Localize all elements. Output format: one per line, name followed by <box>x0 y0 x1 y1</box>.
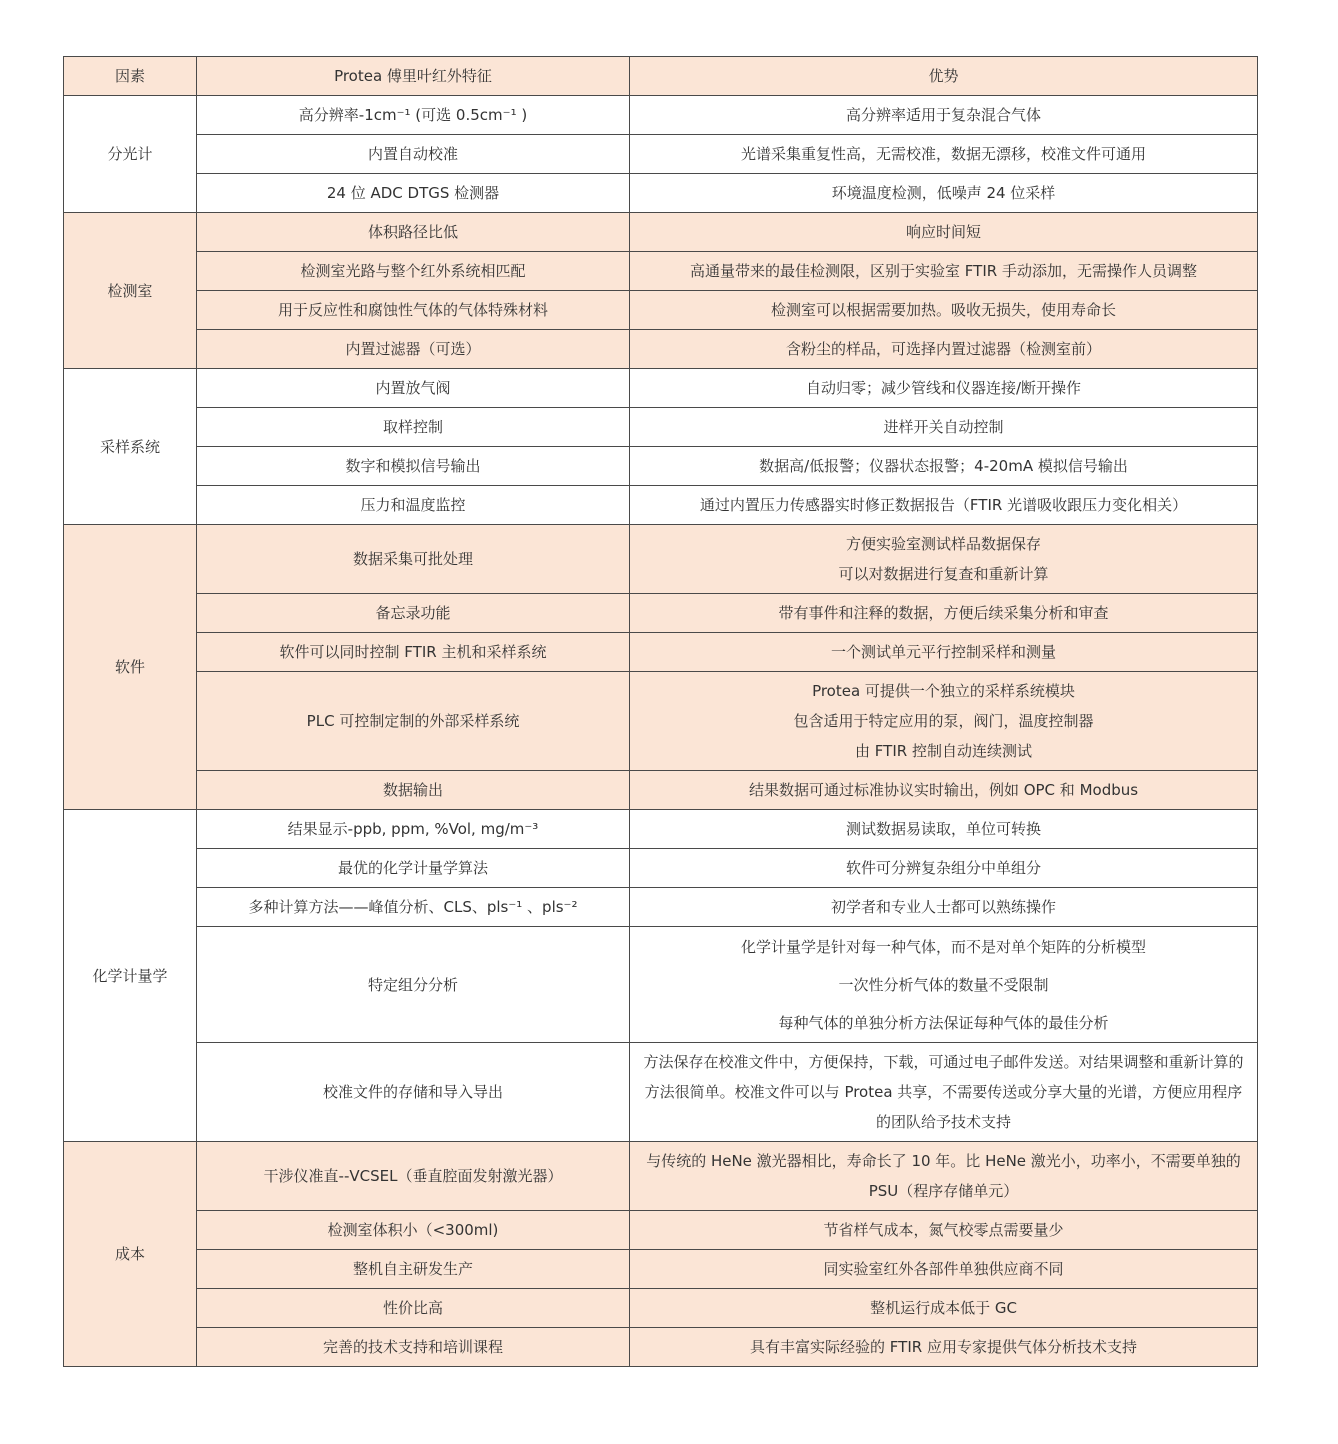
advantage-cell <box>630 1250 1258 1289</box>
advantage-cell <box>630 486 1258 525</box>
factor-cell: 检测室 <box>64 213 197 369</box>
advantage-line: 节省样气成本，氮气校零点需要量少 <box>823 1221 1064 1239</box>
advantage-cell <box>630 771 1258 810</box>
advantage-line: 检测室可以根据需要加热。吸收无损失，使用寿命长 <box>770 301 1116 319</box>
feature-cell: 数据输出 <box>197 771 630 810</box>
table-row <box>64 1211 1258 1250</box>
advantage-line: 软件可分辨复杂组分中单组分 <box>845 859 1041 877</box>
feature-cell: 完善的技术支持和培训课程 <box>197 1328 630 1367</box>
advantage-cell <box>630 633 1258 672</box>
table-row <box>64 1289 1258 1328</box>
feature-cell: 检测室光路与整个红外系统相匹配 <box>197 252 630 291</box>
factor-cell: 成本 <box>64 1142 197 1367</box>
table-row <box>64 1250 1258 1289</box>
table-row <box>64 633 1258 672</box>
table-row <box>64 291 1258 330</box>
table-row <box>64 252 1258 291</box>
advantage-line: 同实验室红外各部件单独供应商不同 <box>823 1260 1064 1278</box>
factor-cell: 软件 <box>64 525 197 810</box>
feature-cell: 最优的化学计量学算法 <box>197 849 630 888</box>
advantage-cell <box>630 174 1258 213</box>
feature-cell: 用于反应性和腐蚀性气体的气体特殊材料 <box>197 291 630 330</box>
table-row <box>64 135 1258 174</box>
advantage-cell <box>630 330 1258 369</box>
advantage-line: 高通量带来的最佳检测限，区别于实验室 FTIR 手动添加，无需操作人员调整 <box>690 262 1197 280</box>
advantage-line: 每种气体的单独分析方法保证每种气体的最佳分析 <box>778 1013 1109 1032</box>
feature-cell: 数字和模拟信号输出 <box>197 447 630 486</box>
feature-cell: 干涉仪准直--VCSEL（垂直腔面发射激光器） <box>197 1142 630 1211</box>
advantage-line: 方法保存在校准文件中，方便保持，下载，可通过电子邮件发送。对结果调整和重新计算的方法很简单。校准文件可以与 Protea 共享，不需要传送或分享大量的光谱，方便应用程序的团队给予技术支持 <box>643 1053 1244 1131</box>
advantage-line: 自动归零；减少管线和仪器连接/断开操作 <box>805 379 1082 397</box>
table-row <box>64 525 1258 594</box>
advantage-line: 环境温度检测，低噪声 24 位采样 <box>831 184 1056 202</box>
feature-cell: 整机自主研发生产 <box>197 1250 630 1289</box>
advantage-cell <box>630 1328 1258 1367</box>
advantage-line: 由 FTIR 控制自动连续测试 <box>855 742 1032 760</box>
advantage-cell <box>630 213 1258 252</box>
advantage-cell <box>630 369 1258 408</box>
table-row <box>64 810 1258 849</box>
advantage-line: Protea 可提供一个独立的采样系统模块 <box>812 682 1075 700</box>
table-row <box>64 447 1258 486</box>
feature-cell: 体积路径比低 <box>197 213 630 252</box>
table-row <box>64 672 1258 771</box>
advantage-line: 测试数据易读取，单位可转换 <box>845 820 1041 838</box>
table-row <box>64 1328 1258 1367</box>
advantage-line: 一个测试单元平行控制采样和测量 <box>830 643 1056 661</box>
feature-cell: 检测室体积小（<300ml) <box>197 1211 630 1250</box>
advantage-line: 化学计量学是针对每一种气体，而不是对单个矩阵的分析模型 <box>740 937 1146 956</box>
feature-cell: 内置自动校准 <box>197 135 630 174</box>
advantage-cell <box>630 408 1258 447</box>
feature-cell: 内置放气阀 <box>197 369 630 408</box>
feature-table <box>63 56 1258 1367</box>
advantage-line: 可以对数据进行复查和重新计算 <box>838 565 1049 583</box>
header-advantage: 优势 <box>630 57 1258 96</box>
advantage-cell <box>630 672 1258 771</box>
advantage-cell <box>630 594 1258 633</box>
table-row <box>64 174 1258 213</box>
table-row <box>64 771 1258 810</box>
advantage-line: 初学者和专业人士都可以熟练操作 <box>830 898 1056 916</box>
advantage-line: 具有丰富实际经验的 FTIR 应用专家提供气体分析技术支持 <box>750 1338 1137 1356</box>
table-row <box>64 888 1258 927</box>
advantage-line: 与传统的 HeNe 激光器相比，寿命长了 10 年。比 HeNe 激光小，功率小，不需要单独的 PSU（程序存储单元） <box>646 1152 1241 1200</box>
advantage-line: 结果数据可通过标准协议实时输出，例如 OPC 和 Modbus <box>748 781 1139 799</box>
feature-cell: 特定组分分析 <box>197 927 630 1043</box>
advantage-cell <box>630 1043 1258 1142</box>
advantage-cell <box>630 252 1258 291</box>
table-row <box>64 1142 1258 1211</box>
advantage-line: 高分辨率适用于复杂混合气体 <box>845 106 1041 124</box>
feature-cell: 结果显示-ppb, ppm, %Vol, mg/m⁻³ <box>197 810 630 849</box>
advantage-cell <box>630 1211 1258 1250</box>
factor-cell: 采样系统 <box>64 369 197 525</box>
advantage-cell <box>630 291 1258 330</box>
feature-cell: 校准文件的存储和导入导出 <box>197 1043 630 1142</box>
feature-cell: 内置过滤器（可选） <box>197 330 630 369</box>
feature-cell: 备忘录功能 <box>197 594 630 633</box>
header-feature: Protea 傅里叶红外特征 <box>197 57 630 96</box>
table-row <box>64 486 1258 525</box>
advantage-cell <box>630 1142 1258 1211</box>
feature-cell: 多种计算方法——峰值分析、CLS、pls⁻¹ 、pls⁻² <box>197 888 630 927</box>
advantage-cell <box>630 96 1258 135</box>
advantage-line: 数据高/低报警；仪器状态报警；4-20mA 模拟信号输出 <box>759 457 1128 475</box>
advantage-cell <box>630 447 1258 486</box>
feature-cell: 高分辨率-1cm⁻¹ (可选 0.5cm⁻¹ ) <box>197 96 630 135</box>
advantage-line: 响应时间短 <box>905 223 981 241</box>
header-row <box>64 57 1258 96</box>
advantage-line: 一次性分析气体的数量不受限制 <box>838 975 1049 994</box>
table-row <box>64 1043 1258 1142</box>
table-row <box>64 96 1258 135</box>
advantage-line: 方便实验室测试样品数据保存 <box>845 535 1041 553</box>
feature-cell: 24 位 ADC DTGS 检测器 <box>197 174 630 213</box>
advantage-line: 整机运行成本低于 GC <box>870 1299 1017 1317</box>
advantage-line: 带有事件和注释的数据，方便后续采集分析和审查 <box>778 604 1109 622</box>
table-row <box>64 330 1258 369</box>
header-factor: 因素 <box>64 57 197 96</box>
table-row <box>64 849 1258 888</box>
table-body <box>64 96 1258 1367</box>
table-row <box>64 408 1258 447</box>
advantage-cell <box>630 1289 1258 1328</box>
advantage-cell <box>630 927 1258 1043</box>
advantage-cell <box>630 849 1258 888</box>
feature-cell: 取样控制 <box>197 408 630 447</box>
advantage-cell <box>630 888 1258 927</box>
feature-cell: 性价比高 <box>197 1289 630 1328</box>
advantage-line: 通过内置压力传感器实时修正数据报告（FTIR 光谱吸收跟压力变化相关） <box>699 496 1188 514</box>
table-row <box>64 213 1258 252</box>
table-row <box>64 927 1258 1043</box>
advantage-line: 光谱采集重复性高，无需校准，数据无漂移，校准文件可通用 <box>740 145 1146 163</box>
factor-cell: 分光计 <box>64 96 197 213</box>
feature-cell: 软件可以同时控制 FTIR 主机和采样系统 <box>197 633 630 672</box>
advantage-line: 包含适用于特定应用的泵，阀门，温度控制器 <box>793 712 1094 730</box>
advantage-cell <box>630 135 1258 174</box>
feature-cell: 压力和温度监控 <box>197 486 630 525</box>
advantage-cell <box>630 525 1258 594</box>
factor-cell: 化学计量学 <box>64 810 197 1142</box>
table-row <box>64 369 1258 408</box>
table-row <box>64 594 1258 633</box>
feature-cell: 数据采集可批处理 <box>197 525 630 594</box>
advantage-line: 进样开关自动控制 <box>883 418 1004 436</box>
advantage-cell <box>630 810 1258 849</box>
advantage-line: 含粉尘的样品，可选择内置过滤器（检测室前） <box>785 340 1101 358</box>
feature-cell: PLC 可控制定制的外部采样系统 <box>197 672 630 771</box>
